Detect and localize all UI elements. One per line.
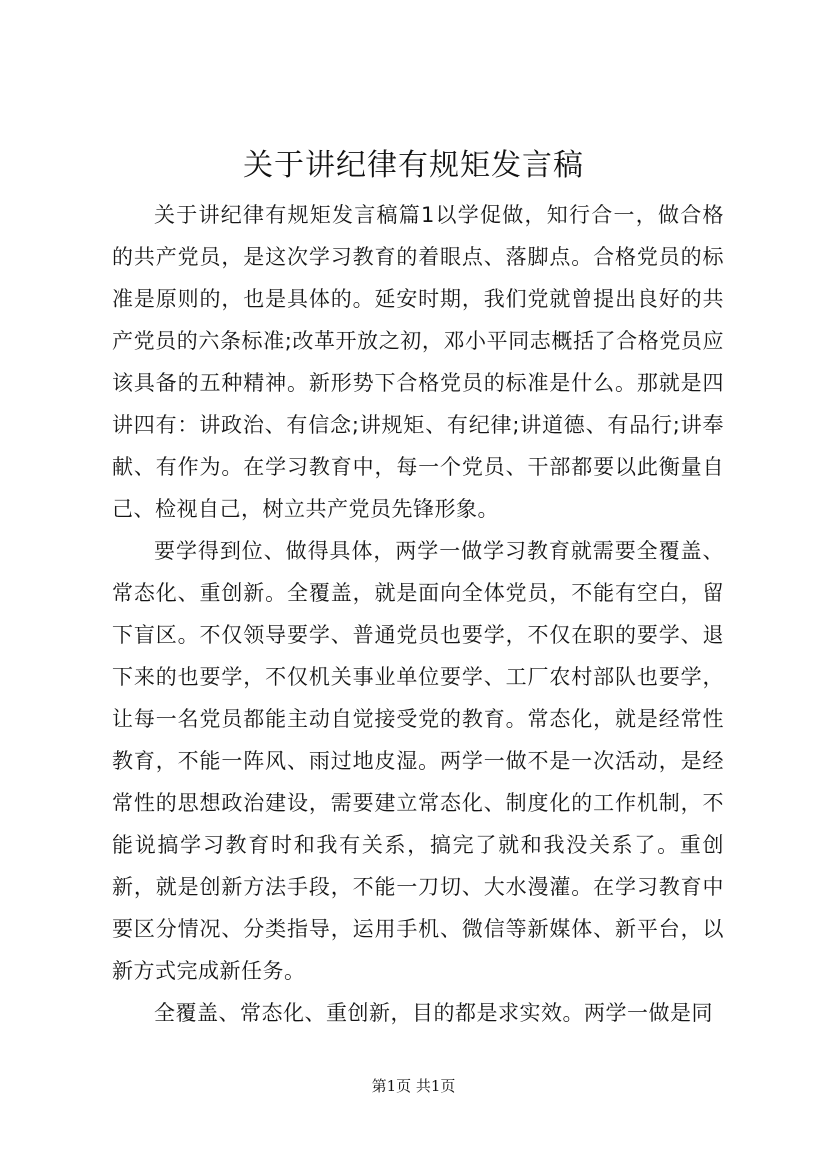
paragraph-1: 关于讲纪律有规矩发言稿篇1以学促做，知行合一，做合格的共产党员，是这次学习教育的着眼点、落脚点。合格党员的标准是原则的，也是具体的。延安时期，我们党就曾提出良好的共产党员的六条标准;改革开放之初，邓小平同志概括了合格党员应该具备的五种精神。新形势下合格党员的标准是什么。那就是四讲四有：讲政治、有信念;讲规矩、有纪律;讲道德、有品行;讲奉献、有作为。在学习教育中，每一个党员、干部都要以此衡量自己、检视自己，树立共产党员先锋形象。: [112, 203, 724, 521]
page-footer: [0, 1076, 827, 1096]
document-title: 关于讲纪律有规矩发言稿: [243, 148, 584, 183]
page-number-label: 第1页 共1页: [371, 1077, 456, 1095]
paragraph-2: 要学得到位、做得具体，两学一做学习教育就需要全覆盖、常态化、重创新。全覆盖，就是面向全体党员，不能有空白，留下盲区。不仅领导要学、普通党员也要学，不仅在职的要学、退下来的也要学，不仅机关事业单位要学、工厂农村部队也要学，让每一名党员都能主动自觉接受党的教育。常态化，就是经常性教育，不能一阵风、雨过地皮湿。两学一做不是一次活动，是经常性的思想政治建设，需要建立常态化、制度化的工作机制，不能说搞学习教育时和我有关系，搞完了就和我没关系了。重创新，就是创新方法手段，不能一刀切、大水漫灌。在学习教育中要区分情况、分类指导，运用手机、微信等新媒体、新平台，以新方式完成新任务。: [112, 539, 724, 983]
document-body: [112, 194, 724, 1034]
paragraph-3: 全覆盖、常态化、重创新，目的都是求实效。两学一做是同: [154, 1001, 713, 1025]
